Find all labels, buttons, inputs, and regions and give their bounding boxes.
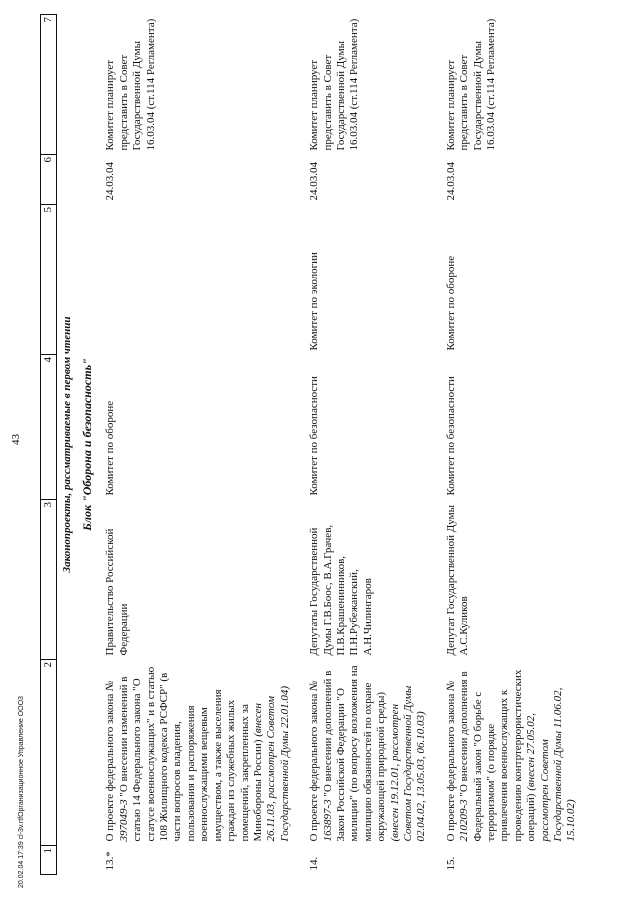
row-number: 15.: [444, 856, 457, 871]
column-header-row: [41, 15, 57, 875]
responsible-committee: Комитет по безопасности: [444, 376, 457, 496]
review-date: 24.03.04: [308, 162, 321, 201]
bill-text: "О внесении дополнения в Федеральный закон "О борьбе с терроризмом" (о порядке привлечения военнослужащих к проведению контртеррористических операций): [458, 669, 538, 842]
co-committee: Комитет по обороне: [444, 255, 457, 351]
page-number: 43: [10, 434, 22, 445]
co-committee: Комитет по экологии: [308, 252, 321, 351]
responsible-committee: Комитет по обороне: [104, 400, 117, 496]
bill-intro-note: (внесен 19.12.01, рассмотрен Советом Государственной Думы 02.04.02, 13.05.03, 06.10.03): [388, 685, 428, 842]
bill-text: "О внесении изменений в статью 14 Федерального закона "О статусе военнослужащих" и в статью 108 Жилищного кодекса РСФСР" (в части вопросов владения, пользования и распоряжения военнослужащими вещевым имуществом, а также выселения граждан из служебных жилых помещений, закрепленных за Минобороны России): [117, 666, 264, 842]
bill-intro-note: (внесен 26.11.03, рассмотрен Советом Государственной Думы 22.01.04): [251, 685, 291, 842]
bill-title-prefix: О проекте федерального закона: [308, 693, 321, 842]
section-title: Законопроекты, рассматриваемые в первом чтении: [61, 316, 74, 573]
column-header-5: 5: [41, 205, 57, 355]
column-header-3: 3: [41, 500, 57, 660]
bill-title-prefix: О проекте федерального закона: [444, 693, 457, 842]
bill-title-prefix: О проекте федерального закона: [104, 693, 117, 842]
row-number: 13.*: [104, 851, 117, 871]
agenda-table: [40, 14, 593, 875]
row-number: 14.: [308, 856, 321, 871]
column-header-6: 6: [41, 155, 57, 205]
plan-note: Комитет планирует представить в Совет Государственной Думы 16.03.04 (ст.114 Регламента): [444, 18, 497, 151]
bill-author: Депутат Государственной Думы А.С.Куликов: [444, 504, 471, 656]
column-header-1: 1: [41, 846, 57, 875]
column-header-4: 4: [41, 355, 57, 500]
bill-description: [443, 660, 593, 846]
footer-text: 20.02.04 17:39 cl-3v.rtfОрганизационное Управление ООО3: [18, 696, 25, 888]
review-date: 24.03.04: [444, 162, 457, 201]
table-row: [102, 15, 306, 875]
column-header-7: 7: [41, 15, 57, 155]
bill-description: [102, 660, 306, 846]
plan-note: Комитет планирует представить в Совет Государственной Думы 16.03.04 (ст.114 Регламента): [308, 18, 361, 151]
plan-note: Комитет планирует представить в Совет Государственной Думы 16.03.04 (ст.114 Регламента): [104, 18, 157, 151]
review-date: 24.03.04: [104, 162, 117, 201]
bill-author: Депутаты Государственной Думы Г.В.Боос, В.А.Грачев, П.В.Крашенинников, П.Н.Рубежанский, А.Н.Чилингаров: [308, 524, 374, 656]
block-title: Блок "Оборона и безопасность": [79, 358, 94, 531]
bill-intro-note: (внесен 27.05.02, рассмотрен Советом Государственной Думы 11.06.02, 15.10.02): [525, 687, 578, 842]
co-committee: [102, 205, 306, 355]
bill-number: № 397049-3: [104, 680, 130, 842]
table-row: [306, 15, 443, 875]
responsible-committee: Комитет по безопасности: [308, 376, 321, 496]
bill-text: "О внесении дополнений в Закон Российской Федерации "О милиции" (по вопросу возложения на милицию обязанностей по охране окружающей природной среды): [321, 665, 388, 842]
column-header-2: 2: [41, 660, 57, 846]
bill-number: № 210209-3: [444, 680, 471, 842]
table-row: [443, 15, 593, 875]
bill-description: [306, 660, 443, 846]
bill-number: № 163897-3: [308, 680, 334, 842]
bill-author: Правительство Российской Федерации: [104, 528, 130, 656]
